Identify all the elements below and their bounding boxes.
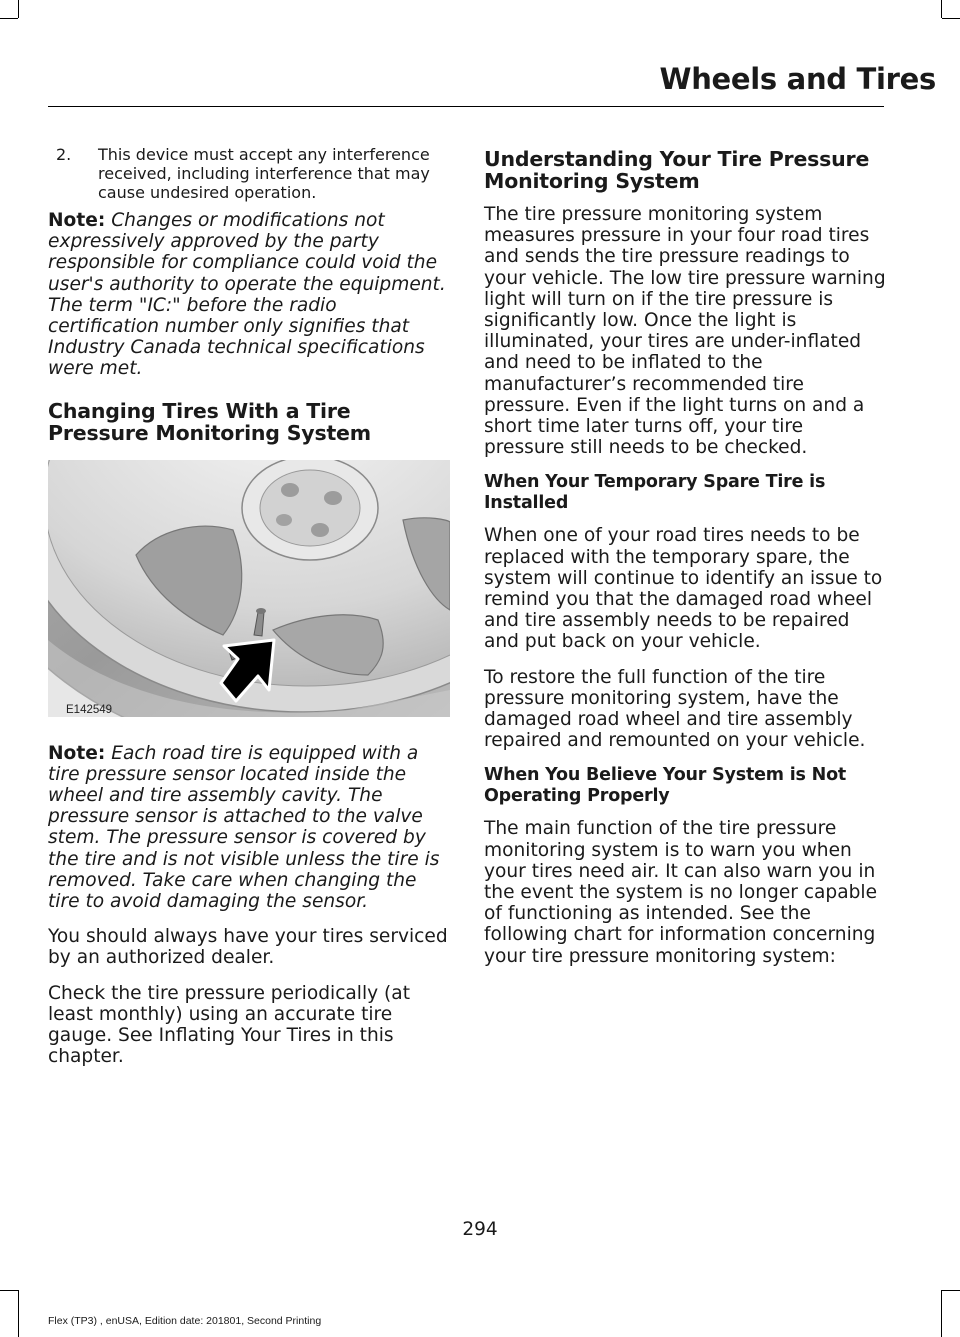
section-heading: Understanding Your Tire Pressure Monitoring System xyxy=(484,147,870,193)
crop-mark xyxy=(942,1290,960,1291)
numbered-list-item xyxy=(48,145,450,202)
body-paragraph: Check the tire pressure periodically (at least monthly) using an accurate tire gauge. See Inflating Your Tires in this chapter. xyxy=(48,982,410,1068)
body-paragraph: To restore the full function of the tire pressure monitoring system, have the damaged road wheel and tire assembly repaired and remounted on your vehicle. xyxy=(484,666,866,752)
right-column xyxy=(484,148,886,981)
note-text: Changes or modifications not expressively approved by the party responsible for compliance could void the user's authority to operate the equipment. The term "IC:" before the radio certification number only signifies that Industry Canada technical specifications were met. xyxy=(48,210,446,380)
crop-mark xyxy=(18,0,19,18)
note-paragraph xyxy=(48,743,450,913)
crop-mark xyxy=(0,1290,18,1291)
page-number: 294 xyxy=(462,1219,498,1240)
crop-mark xyxy=(942,18,960,19)
body-paragraph: You should always have your tires serviced by an authorized dealer. xyxy=(48,926,448,969)
left-column xyxy=(48,145,450,1081)
crop-mark xyxy=(18,1290,19,1337)
page-title: Wheels and Tires xyxy=(659,62,936,96)
crop-mark xyxy=(941,1290,942,1337)
list-number: 2. xyxy=(56,145,72,164)
tire-valve-figure xyxy=(48,460,450,717)
note-paragraph xyxy=(48,210,450,380)
body-paragraph: The tire pressure monitoring system measures pressure in your four road tires and sends the tire pressure readings to your vehicle. The low tire pressure warning light will turn on if the tire pressure is significantly low. Once the light is illuminated, your tires are under-inflated and need to be inflated to the manufacturer’s recommended tire pressure. Even if the light turns on and a short time later turns off, your tire pressure still needs to be checked. xyxy=(484,204,886,459)
crop-mark xyxy=(0,18,18,19)
note-label: Note: xyxy=(48,210,106,231)
figure-code: E142549 xyxy=(66,703,113,716)
body-paragraph: When one of your road tires needs to be replaced with the temporary spare, the system will continue to identify an issue to remind you that the damaged road wheel and tire assembly needs to be repaired and put back on your vehicle. xyxy=(484,525,883,653)
tire-valve-stem-illustration xyxy=(48,460,450,717)
footer-edition-info: Flex (TP3) , enUSA, Edition date: 201801, Second Printing xyxy=(48,1315,322,1327)
crop-mark xyxy=(941,0,942,18)
subsection-heading: When Your Temporary Spare Tire is Installed xyxy=(484,472,826,514)
section-heading: Changing Tires With a Tire Pressure Monitoring System xyxy=(48,398,371,445)
body-paragraph: The main function of the tire pressure monitoring system is to warn you when your tires need air. It can also warn you in the event the system is no longer capable of functioning as intended. See the following chart for information concerning your tire pressure monitoring system: xyxy=(484,818,878,967)
note-label: Note: xyxy=(48,742,106,764)
subsection-heading: When You Believe Your System is Not Operating Properly xyxy=(484,765,847,807)
header-rule xyxy=(48,106,884,107)
note-text: Each road tire is equipped with a tire pressure sensor located inside the wheel and tire assembly cavity. The pressure sensor is attached to the valve stem. The pressure sensor is covered by the tire and is not visible unless the tire is removed. Take care when changing the tire to avoid damaging the sensor. xyxy=(48,742,440,913)
list-text: This device must accept any interference received, including interference that may cause undesired operation. xyxy=(98,145,430,202)
